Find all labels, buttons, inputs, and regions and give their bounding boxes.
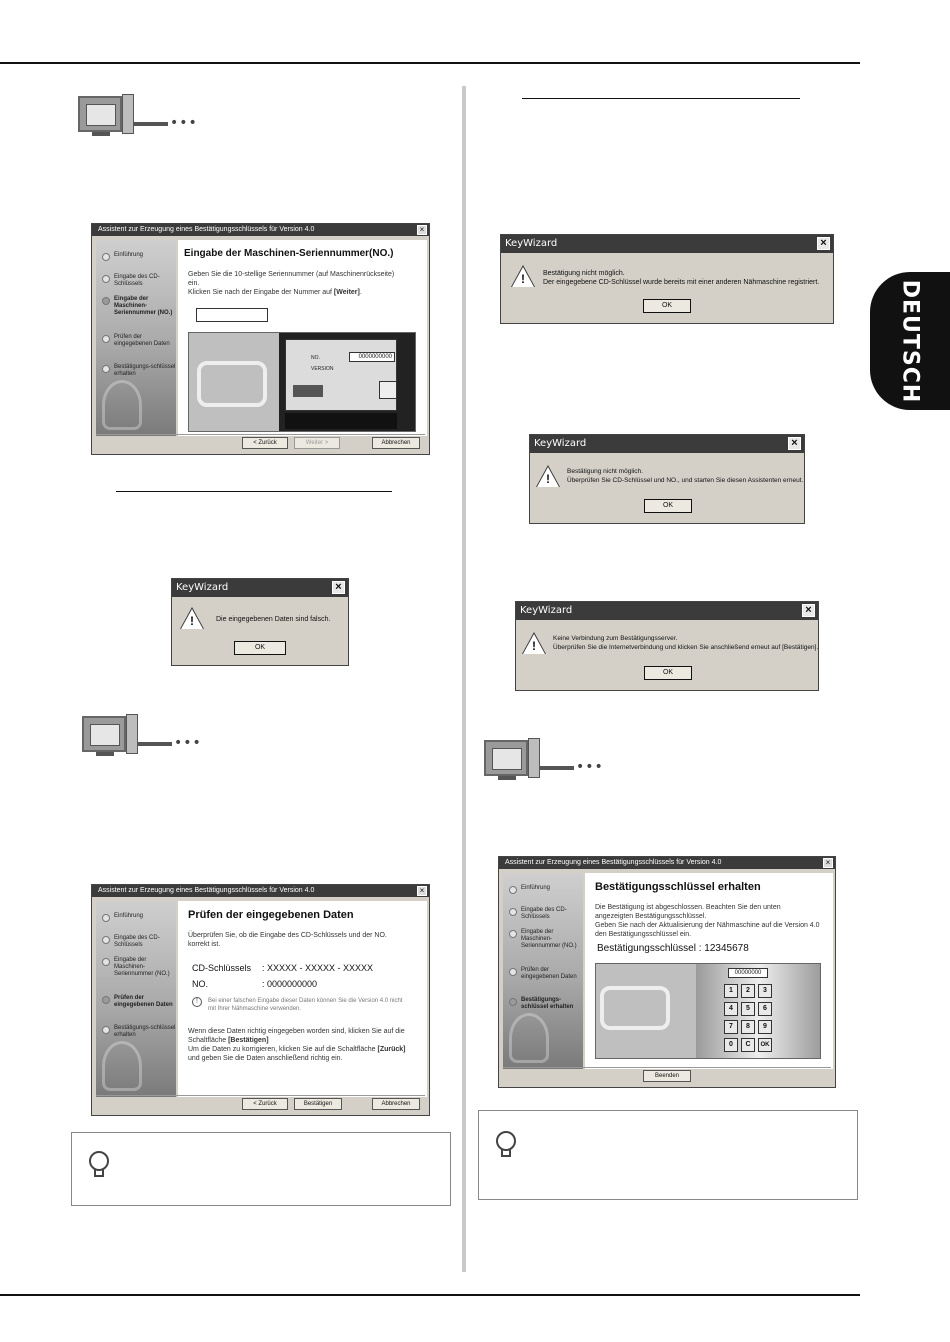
version-label: VERSION — [311, 366, 334, 372]
dialog-message-line1: Keine Verbindung zum Bestätigungsserver. — [553, 635, 678, 642]
computer-icon: ••• — [78, 94, 198, 144]
step-item: Prüfen der eingegebenen Daten — [507, 967, 583, 981]
dialog-title: KeyWizard — [530, 435, 804, 453]
instruction-text: Wenn diese Daten richtig eingegeben worden sind, klicken Sie auf die Schaltfläche [Bestätigen] Um die Daten zu korrigieren, klicken Sie auf die Schaltfläche [Zurück] und geben Sie die Daten anschließend richtig ein. — [188, 1028, 406, 1062]
button-separator — [96, 1095, 425, 1096]
info-icon: ! — [192, 997, 202, 1007]
key-icon — [509, 1013, 549, 1063]
machine-illustration — [188, 332, 416, 432]
computer-icon: ••• — [484, 738, 604, 788]
step-item: Eingabe der Maschinen-Seriennummer (NO.) — [100, 957, 176, 978]
lightbulb-icon — [493, 1125, 519, 1161]
serial-no-value: : 0000000000 — [262, 979, 318, 989]
heading-underline — [116, 491, 392, 492]
page-title: Eingabe der Maschinen-Seriennummer(NO.) — [184, 248, 394, 259]
computer-icon: ••• — [82, 714, 202, 764]
instruction-text: Geben Sie die 10-stellige Seriennummer (auf Maschinenrückseite) ein. — [188, 271, 395, 287]
step-item: Prüfen der eingegebenen Daten — [100, 334, 176, 348]
footer-rule — [0, 1294, 860, 1296]
cd-key-label: CD-Schlüssels — [192, 963, 252, 973]
close-icon[interactable]: × — [802, 604, 815, 617]
ok-button[interactable]: OK — [234, 641, 286, 655]
dialog-message-line1: Bestätigung nicht möglich. — [567, 468, 643, 475]
step-item: Eingabe des CD-Schlüssels — [100, 274, 176, 288]
wizard-steps-sidebar — [503, 873, 583, 1069]
wizard-content — [585, 873, 833, 1069]
step-item: Bestätigungs-schlüssel erhalten — [100, 364, 176, 378]
cancel-button[interactable]: Abbrechen — [372, 1098, 420, 1110]
keywizard-check-keys-dialog: KeyWizard × ! Bestätigung nicht möglich. Überprüfen Sie CD-Schlüssel und NO., und starten Sie diesen Assistenten erneut. OK — [529, 434, 805, 524]
page-title: Prüfen der eingegebenen Daten — [188, 909, 354, 921]
keypad-key: 5 — [741, 1002, 755, 1016]
keypad-key: 2 — [741, 984, 755, 998]
no-field: 0000000000 — [349, 352, 395, 362]
serial-number-input[interactable] — [196, 308, 268, 322]
language-tab — [870, 272, 950, 410]
step-item: Eingabe des CD-Schlüssels — [100, 935, 176, 949]
keypad-key: 8 — [741, 1020, 755, 1034]
key-icon — [102, 1041, 142, 1091]
dialog-message: Die eingegebenen Daten sind falsch. — [216, 616, 331, 623]
dialog-title: KeyWizard — [501, 235, 833, 253]
machine-keypad-illustration — [595, 963, 821, 1059]
keypad-key: 4 — [724, 1002, 738, 1016]
key-display: 00000000 — [728, 968, 768, 978]
instruction-text: Geben Sie nach der Aktualisierung der Nähmaschine auf die Version 4.0 den Bestätigungsschlüssel ein. — [595, 922, 820, 938]
instruction-text: Überprüfen Sie, ob die Eingabe des CD-Schlüssels und der NO. korrekt ist. — [188, 932, 387, 948]
warning-text: Bei einer falschen Eingabe dieser Daten können Sie die Version 4.0 nicht mit Ihrer Nähmaschine verwenden. — [208, 998, 403, 1012]
instruction-text: Klicken Sie nach der Eingabe der Nummer auf [Weiter]. — [188, 289, 362, 296]
step-item: Bestätigungs-schlüssel erhalten — [100, 1025, 176, 1039]
keywizard-registered-dialog: KeyWizard × ! Bestätigung nicht möglich. Der eingegebene CD-Schlüssel wurde bereits mit einer anderen Nähmaschine registriert. OK — [500, 234, 834, 324]
step-item: Eingabe des CD-Schlüssels — [507, 907, 583, 921]
close-icon[interactable]: × — [817, 237, 830, 250]
window-title: Assistent zur Erzeugung eines Bestätigungsschlüssels für Version 4.0 — [92, 885, 429, 897]
step-item-active: Prüfen der eingegebenen Daten — [100, 995, 176, 1009]
keypad-key: OK — [758, 1038, 772, 1052]
note-box — [478, 1110, 858, 1200]
note-box — [71, 1132, 451, 1206]
dialog-message-line2: Überprüfen Sie CD-Schlüssel und NO., und starten Sie diesen Assistenten erneut. — [567, 477, 804, 484]
heading-underline — [522, 98, 800, 99]
column-divider — [462, 86, 466, 1272]
serial-no-label: NO. — [192, 979, 209, 989]
ok-button[interactable]: OK — [644, 666, 692, 680]
confirm-button[interactable]: Bestätigen — [294, 1098, 342, 1110]
keypad-key: C — [741, 1038, 755, 1052]
step-item-active: Eingabe der Maschinen-Seriennummer (NO.) — [100, 296, 176, 317]
lightbulb-icon — [86, 1145, 112, 1181]
next-button[interactable]: Weiter > — [294, 437, 340, 449]
dialog-title: KeyWizard — [516, 602, 818, 620]
cd-key-value: : XXXXX - XXXXX - XXXXX — [262, 963, 374, 973]
wizard-result-window — [498, 856, 836, 1088]
no-label: NO. — [311, 355, 320, 361]
close-icon[interactable]: × — [788, 437, 801, 450]
keypad-key: 7 — [724, 1020, 738, 1034]
dialog-message-line2: Der eingegebene CD-Schlüssel wurde bereits mit einer anderen Nähmaschine registriert. — [543, 279, 820, 286]
wizard-content — [178, 901, 427, 1097]
back-button[interactable]: < Zurück — [242, 1098, 288, 1110]
wizard-steps-sidebar — [96, 240, 176, 436]
step-item: Einführung — [507, 885, 583, 892]
key-icon — [102, 380, 142, 430]
back-button[interactable]: < Zurück — [242, 437, 288, 449]
wizard-check-window — [91, 884, 430, 1116]
finish-button[interactable]: Beenden — [643, 1070, 691, 1082]
language-tab-label: DEUTSCH — [897, 279, 923, 403]
keypad-key: 3 — [758, 984, 772, 998]
page-title: Bestätigungsschlüssel erhalten — [595, 881, 761, 893]
step-item-active: Bestätigungs-schlüssel erhalten — [507, 997, 583, 1011]
wizard-serial-window — [91, 223, 430, 455]
wizard-steps-sidebar — [96, 901, 176, 1097]
keypad-key: 0 — [724, 1038, 738, 1052]
step-item: Eingabe der Maschinen-Seriennummer (NO.) — [507, 929, 583, 950]
keypad-key: 1 — [724, 984, 738, 998]
close-icon[interactable]: × — [417, 886, 427, 896]
cancel-button[interactable]: Abbrechen — [372, 437, 420, 449]
keypad-key: 9 — [758, 1020, 772, 1034]
instruction-text: Die Bestätigung ist abgeschlossen. Beachten Sie den unten angezeigten Bestätigungsschlüssel. — [595, 904, 781, 920]
keywizard-invalid-dialog: KeyWizard × ! Die eingegebenen Daten sind falsch. OK — [171, 578, 349, 666]
button-separator — [96, 434, 425, 435]
step-item: Einführung — [100, 913, 176, 920]
ok-button[interactable]: OK — [643, 299, 691, 313]
header-rule — [0, 62, 860, 64]
keypad-key: 6 — [758, 1002, 772, 1016]
confirmation-key-text: Bestätigungsschlüssel : 12345678 — [597, 943, 749, 954]
window-title: Assistent zur Erzeugung eines Bestätigungsschlüssels für Version 4.0 — [92, 224, 429, 236]
wizard-content — [178, 240, 427, 436]
dialog-message-line2: Überprüfen Sie die Internetverbindung und klicken Sie anschließend erneut auf [Bestätigen]. — [553, 644, 819, 651]
close-icon[interactable]: × — [823, 858, 833, 868]
close-icon[interactable]: × — [332, 581, 345, 594]
keywizard-no-connection-dialog: KeyWizard × ! Keine Verbindung zum Bestätigungsserver. Überprüfen Sie die Internetverbindung und klicken Sie anschließend erneut auf [Bestätigen]. OK — [515, 601, 819, 691]
step-item: Einführung — [100, 252, 176, 259]
dialog-title: KeyWizard — [172, 579, 348, 597]
ok-button[interactable]: OK — [644, 499, 692, 513]
window-title: Assistent zur Erzeugung eines Bestätigungsschlüssels für Version 4.0 — [499, 857, 835, 869]
close-icon[interactable]: × — [417, 225, 427, 235]
button-separator — [503, 1067, 831, 1068]
dialog-message-line1: Bestätigung nicht möglich. — [543, 270, 625, 277]
